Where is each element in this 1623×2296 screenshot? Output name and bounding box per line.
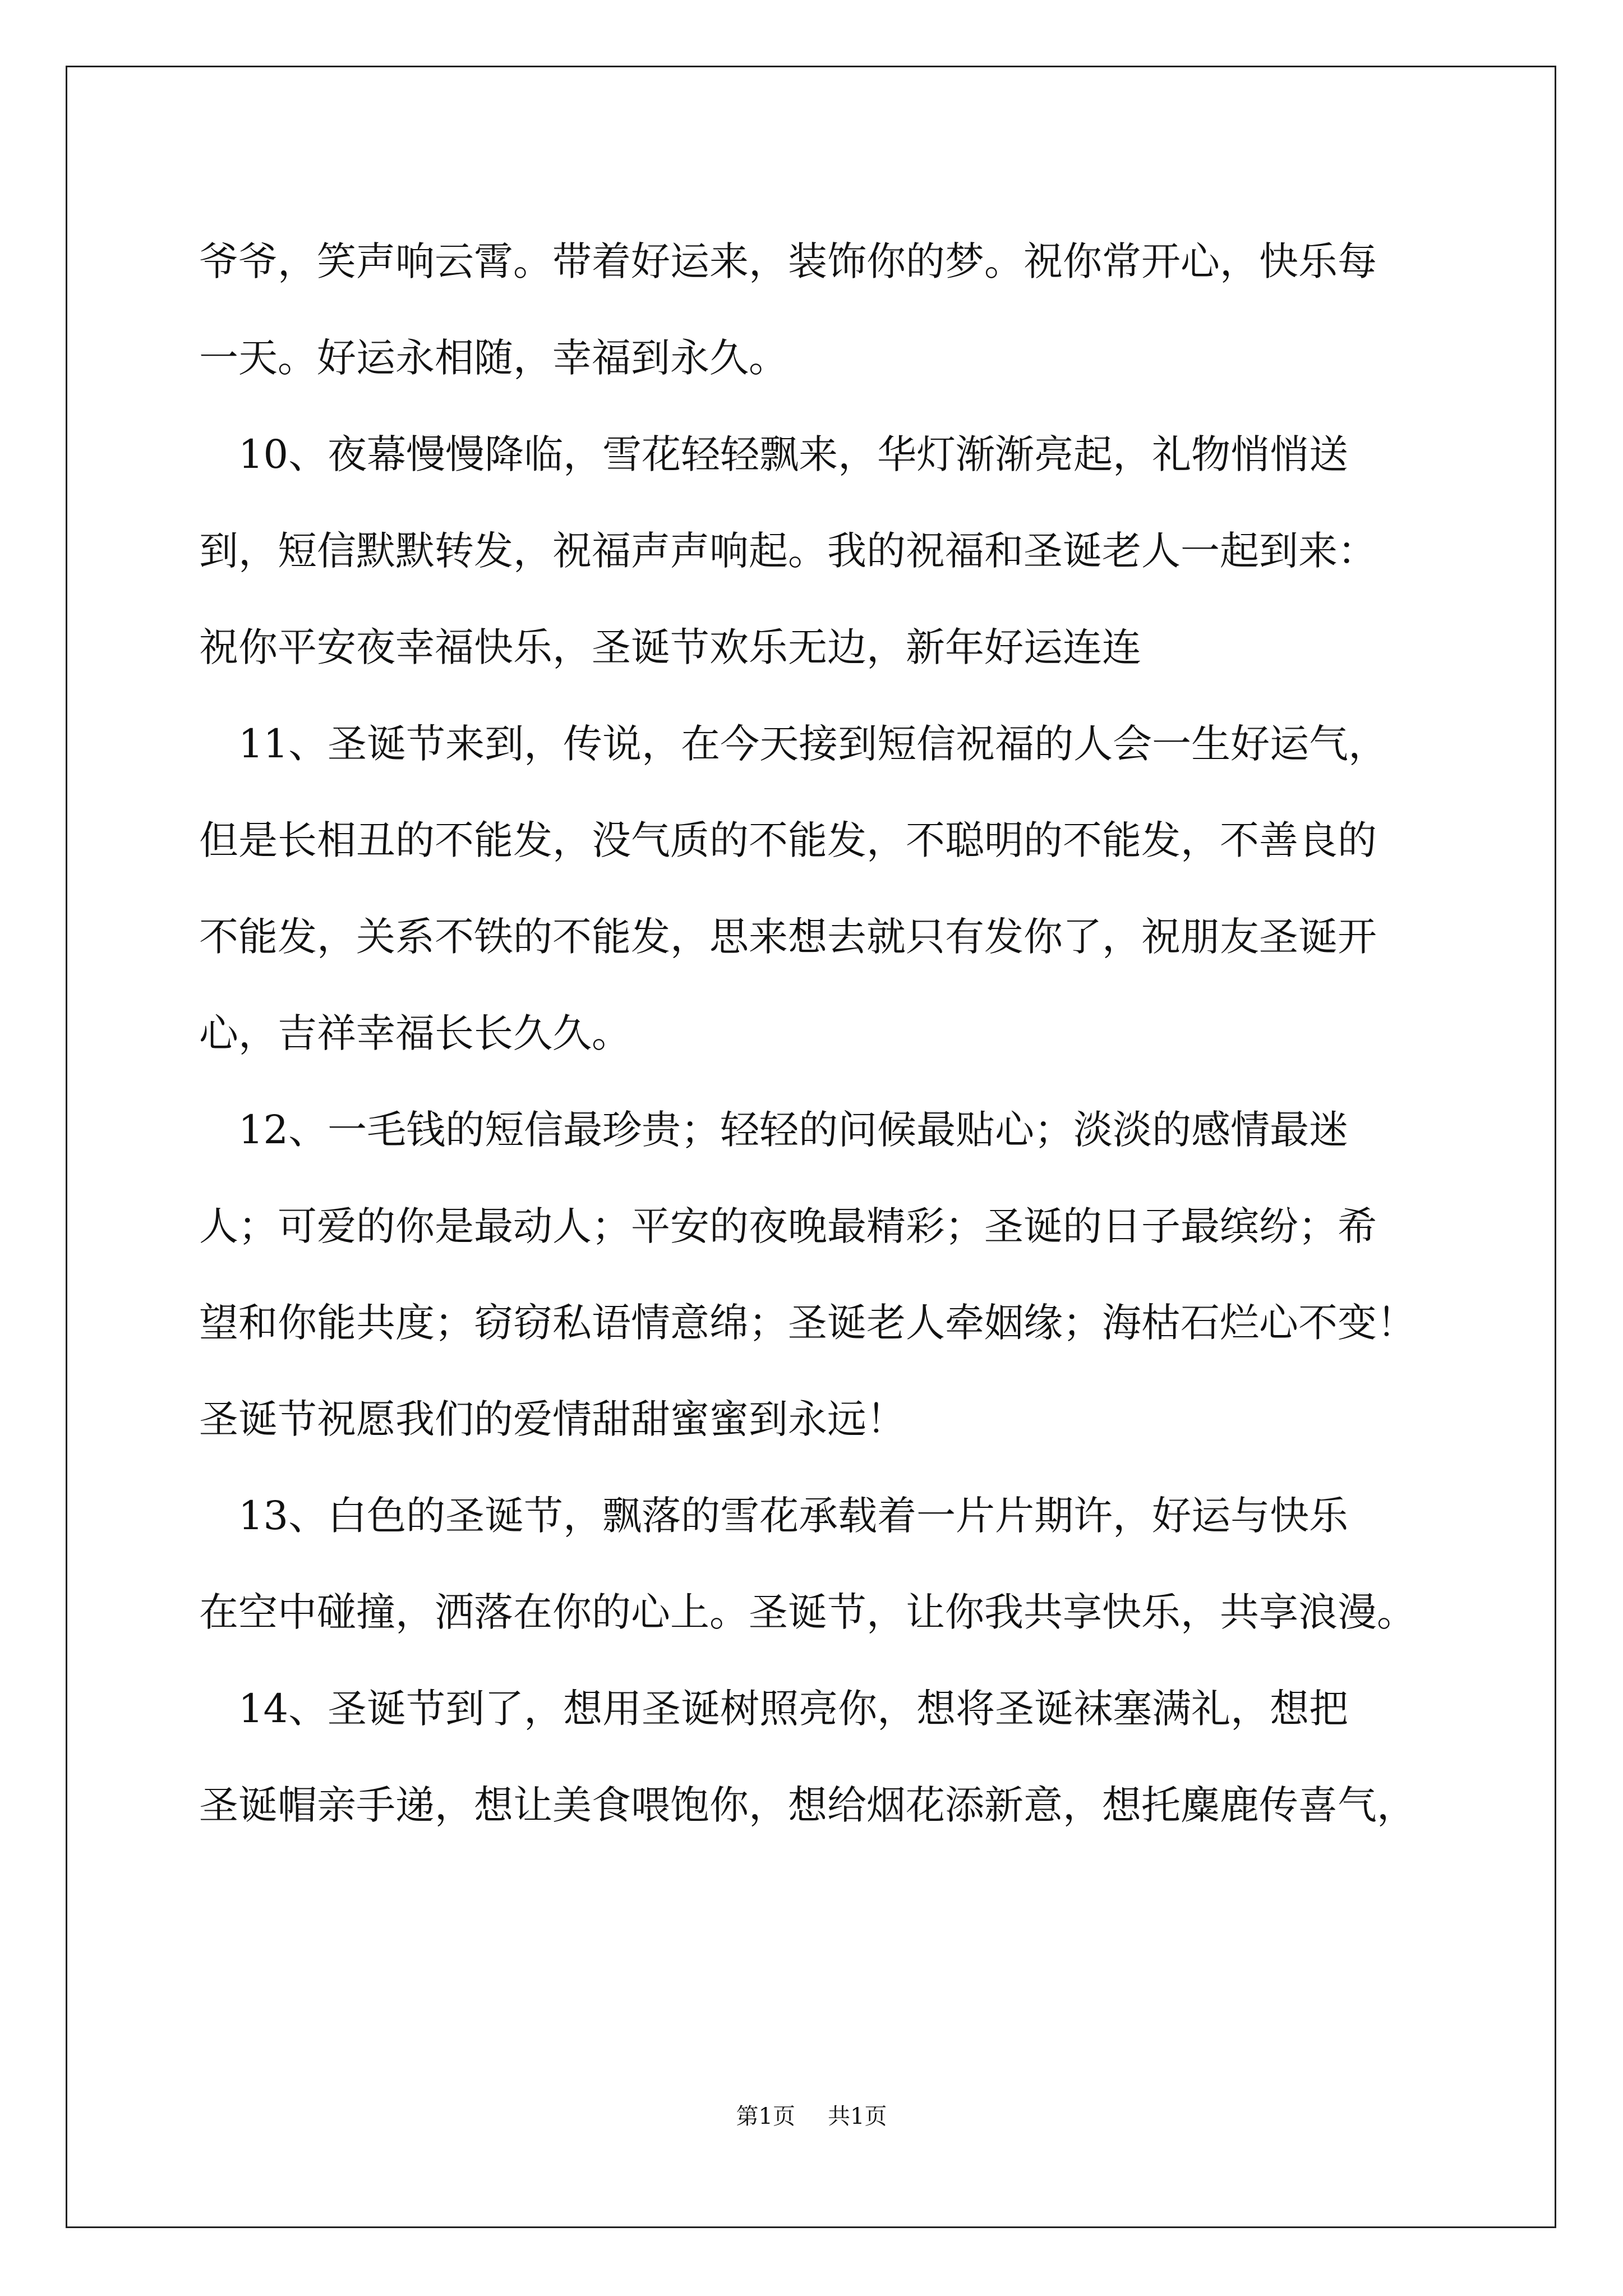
text-line: 但是长相丑的不能发，没气质的不能发，不聪明的不能发，不善良的 (199, 817, 1377, 863)
paragraph-12-line: 12、一毛钱的短信最珍贵；轻轻的问候最贴心；淡淡的感情最迷 (199, 1107, 1349, 1153)
text-line: 圣诞帽亲手递，想让美食喂饱你，想给烟花添新意，想托麋鹿传喜气， (199, 1782, 1416, 1828)
text-line: 爷爷，笑声响云霄。带着好运来，装饰你的梦。祝你常开心，快乐每 (199, 238, 1377, 284)
text-line: 人；可爱的你是最动人；平安的夜晚最精彩；圣诞的日子最缤纷；希 (199, 1203, 1377, 1249)
text-line: 心，吉祥幸福长长久久。 (199, 1010, 631, 1056)
text-line: 一天。好运永相随，幸福到永久。 (199, 335, 788, 381)
page-footer (0, 2100, 1623, 2133)
text-line: 望和你能共度；窃窃私语情意绵；圣诞老人牵姻缘；海枯石烂心不变！ (199, 1300, 1416, 1346)
paragraph-13-line: 13、白色的圣诞节，飘落的雪花承载着一片片期许，好运与快乐 (199, 1493, 1349, 1539)
text-line: 圣诞节祝愿我们的爱情甜甜蜜蜜到永远！ (199, 1396, 906, 1442)
text-line: 不能发，关系不铁的不能发，思来想去就只有发你了，祝朋友圣诞开 (199, 914, 1377, 960)
text-line: 祝你平安夜幸福快乐，圣诞节欢乐无边，新年好运连连 (199, 624, 1141, 670)
paragraph-14-line: 14、圣诞节到了，想用圣诞树照亮你，想将圣诞袜塞满礼，想把 (199, 1686, 1349, 1732)
text-line: 到，短信默默转发，祝福声声响起。我的祝福和圣诞老人一起到来： (199, 528, 1377, 574)
text-line: 在空中碰撞，洒落在你的心上。圣诞节，让你我共享快乐，共享浪漫。 (199, 1589, 1416, 1635)
paragraph-11-line: 11、圣诞节来到，传说，在今天接到短信祝福的人会一生好运气， (199, 721, 1388, 767)
page-number: 第1页 (736, 2104, 795, 2129)
document-body (199, 213, 1433, 1853)
page-total: 共1页 (828, 2104, 887, 2129)
paragraph-10-line: 10、夜幕慢慢降临，雪花轻轻飘来，华灯渐渐亮起，礼物悄悄送 (199, 431, 1349, 477)
